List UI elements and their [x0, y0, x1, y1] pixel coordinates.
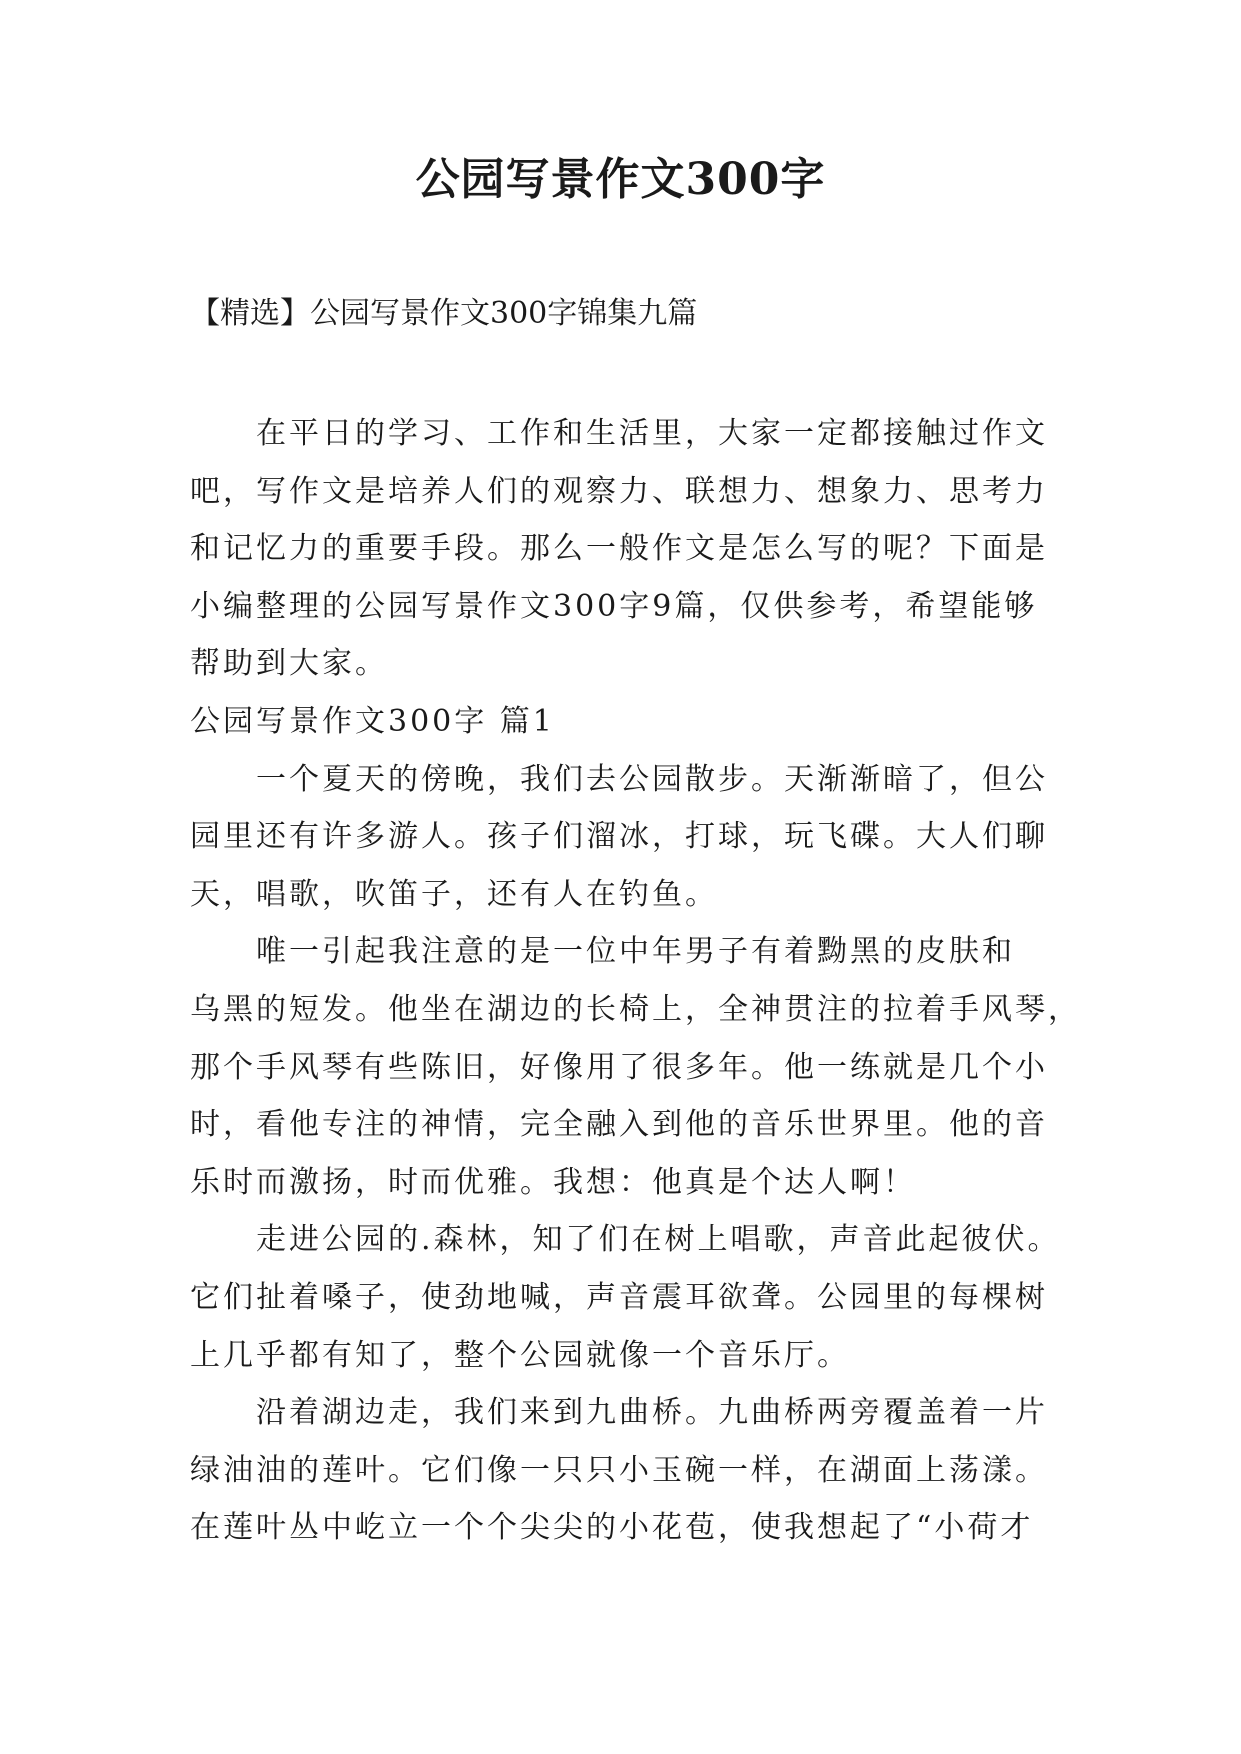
- text-line: 帮助到大家。: [190, 646, 388, 682]
- text-line: 乌黑的短发。他坐在湖边的长椅上，全神贯注的拉着手风琴，: [190, 991, 1081, 1027]
- text-line: 乐时而激扬，时而优雅。我想：他真是个达人啊！: [190, 1164, 916, 1200]
- text-line: 那个手风琴有些陈旧，好像用了很多年。他一练就是几个小: [190, 1049, 1048, 1085]
- text-line: 和记忆力的重要手段。那么一般作文是怎么写的呢？下面是: [190, 531, 1048, 567]
- text-line: 在平日的学习、工作和生活里，大家一定都接触过作文: [256, 416, 1048, 451]
- text-line: 公园写景作文300字 篇1: [190, 703, 555, 739]
- text-line: 一个夏天的傍晚，我们去公园散步。天渐渐暗了，但公: [256, 761, 1048, 797]
- text-line: 唯一引起我注意的是一位中年男子有着黝黑的皮肤和: [256, 934, 1015, 970]
- document-subtitle: 【精选】公园写景作文300字锦集九篇: [190, 296, 698, 331]
- text-line: 走进公园的.森林，知了们在树上唱歌，声音此起彼伏。: [256, 1222, 1061, 1258]
- text-line: 园里还有许多游人。孩子们溜冰，打球，玩飞碟。大人们聊: [190, 819, 1048, 855]
- text-line: 绿油油的莲叶。它们像一只只小玉碗一样，在湖面上荡漾。: [190, 1452, 1048, 1488]
- text-line: 它们扯着嗓子，使劲地喊，声音震耳欲聋。公园里的每棵树: [190, 1279, 1048, 1315]
- text-line: 时，看他专注的神情，完全融入到他的音乐世界里。他的音: [190, 1107, 1048, 1143]
- document-title: 公园写景作文300字: [415, 154, 826, 205]
- text-line: 小编整理的公园写景作文300字9篇，仅供参考，希望能够: [190, 588, 1038, 624]
- text-line: 在莲叶丛中屹立一个个尖尖的小花苞，使我想起了“小荷才: [190, 1510, 1034, 1546]
- text-line: 沿着湖边走，我们来到九曲桥。九曲桥两旁覆盖着一片: [256, 1395, 1048, 1431]
- text-line: 上几乎都有知了，整个公园就像一个音乐厅。: [190, 1337, 850, 1373]
- text-line: 吧，写作文是培养人们的观察力、联想力、想象力、思考力: [190, 473, 1048, 509]
- text-line: 天，唱歌，吹笛子，还有人在钓鱼。: [190, 876, 718, 912]
- document-body: [190, 405, 1081, 1557]
